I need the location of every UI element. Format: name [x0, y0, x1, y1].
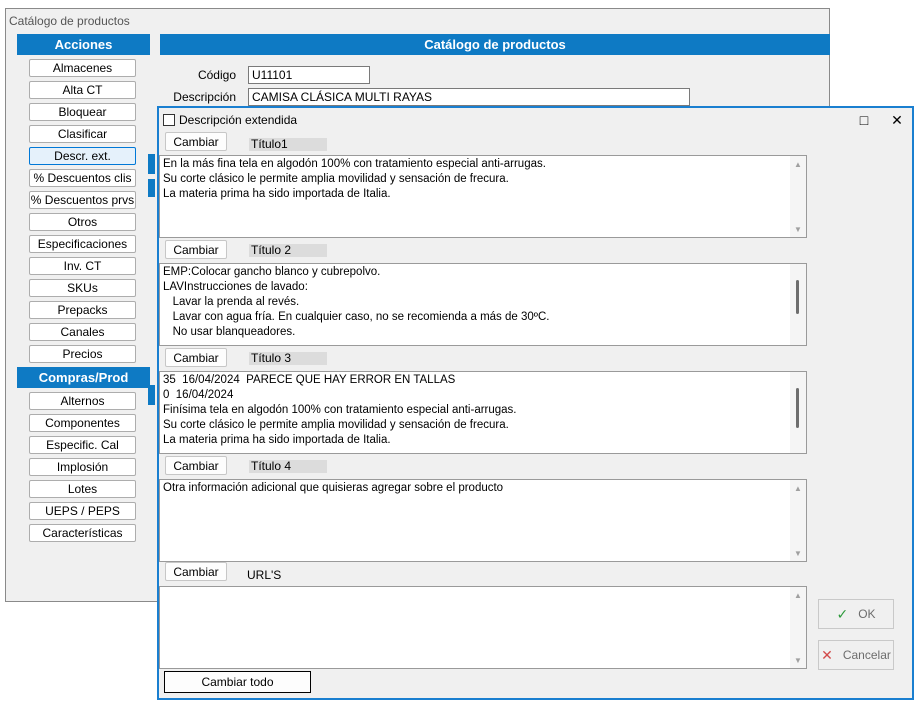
sidebar-button-otros[interactable]: Otros: [29, 213, 136, 231]
tab-marker: [148, 154, 155, 174]
dialog-title-row: [163, 113, 297, 127]
tab-marker: [148, 179, 155, 197]
text-line: No usar blanqueadores.: [163, 326, 296, 338]
checkmark-icon: ✓: [836, 605, 849, 622]
sidebar-button-ueps-peps[interactable]: UEPS / PEPS: [29, 502, 136, 520]
text-line: Otra información adicional que quisieras agregar sobre el producto: [163, 482, 504, 494]
scroll-thumb[interactable]: [796, 280, 799, 314]
text-line: 35 16/04/2024 PARECE QUE HAY ERROR EN TALLAS: [163, 374, 456, 386]
sidebar-button-descr-ext[interactable]: Descr. ext.: [29, 147, 136, 165]
maximize-icon[interactable]: □: [859, 112, 869, 128]
sidebar-button-implosión[interactable]: Implosión: [29, 458, 136, 476]
scroll-down-icon[interactable]: ▼: [794, 224, 802, 234]
text-line: En la más fina tela en algodón 100% con tratamiento especial anti-arrugas.: [163, 158, 546, 170]
sidebar-button-alternos[interactable]: Alternos: [29, 392, 136, 410]
main-header: Catálogo de productos: [160, 34, 830, 55]
vertical-scrollbar[interactable]: [790, 372, 806, 453]
acciones-header: Acciones: [17, 34, 150, 55]
descripcion-label: Descripción: [173, 90, 236, 104]
close-icon: ✕: [821, 646, 833, 663]
scroll-up-icon[interactable]: ▲: [794, 483, 802, 493]
section-title[interactable]: Título 3: [249, 352, 327, 365]
sidebar-button-descuentos-prvs[interactable]: % Descuentos prvs: [30, 193, 135, 207]
sidebar-button-clasificar[interactable]: Clasificar: [29, 125, 136, 143]
extended-description-checkbox[interactable]: [163, 114, 175, 126]
scroll-down-icon[interactable]: ▼: [794, 548, 802, 558]
section-textbox[interactable]: [159, 263, 807, 346]
scroll-down-icon[interactable]: ▼: [794, 655, 802, 665]
vertical-scrollbar[interactable]: [790, 587, 806, 668]
window-title: Catálogo de productos: [9, 14, 130, 28]
sidebar-button-componentes[interactable]: Componentes: [29, 414, 136, 432]
urls-textbox[interactable]: [159, 586, 807, 669]
tab-marker: [148, 385, 155, 405]
sidebar-button-almacenes[interactable]: Almacenes: [29, 59, 136, 77]
scroll-up-icon[interactable]: ▲: [794, 159, 802, 169]
cambiar-button[interactable]: Cambiar: [165, 132, 227, 151]
text-line: La materia prima ha sido importada de Italia.: [163, 188, 391, 200]
cancel-label: Cancelar: [842, 648, 891, 662]
text-line: Finísima tela en algodón 100% con tratamiento especial anti-arrugas.: [163, 404, 517, 416]
sidebar-button-descuentos-clis[interactable]: % Descuentos clis: [29, 169, 136, 187]
close-icon[interactable]: ✕: [891, 111, 903, 128]
descripcion-input[interactable]: CAMISA CLÁSICA MULTI RAYAS: [248, 88, 690, 106]
sidebar-button-canales[interactable]: Canales: [29, 323, 136, 341]
sidebar-button-alta-ct[interactable]: Alta CT: [29, 81, 136, 99]
ok-button[interactable]: [818, 599, 894, 629]
sidebar-button-precios[interactable]: Precios: [29, 345, 136, 363]
text-line: LAVInstrucciones de lavado:: [163, 281, 308, 293]
sidebar-button-características[interactable]: Características: [29, 524, 136, 542]
cambiar-button[interactable]: Cambiar: [165, 562, 227, 581]
text-line: La materia prima ha sido importada de Italia.: [163, 434, 391, 446]
urls-label: URL'S: [247, 568, 282, 582]
extended-description-dialog: [157, 106, 914, 700]
codigo-label: Código: [197, 68, 236, 82]
sidebar-button-bloquear[interactable]: Bloquear: [29, 103, 136, 121]
cancel-button[interactable]: [818, 640, 894, 670]
sidebar-button-inv-ct[interactable]: Inv. CT: [29, 257, 136, 275]
cambiar-button[interactable]: Cambiar: [165, 240, 227, 259]
compras-prod-header: Compras/Prod: [17, 367, 150, 388]
sidebar-button-skus[interactable]: SKUs: [29, 279, 136, 297]
cambiar-button[interactable]: Cambiar: [165, 456, 227, 475]
sidebar-button-prepacks[interactable]: Prepacks: [29, 301, 136, 319]
text-line: EMP:Colocar gancho blanco y cubrepolvo.: [163, 266, 381, 278]
text-line: Su corte clásico le permite amplia movilidad y sensación de frecura.: [163, 419, 509, 431]
cambiar-todo-button[interactable]: Cambiar todo: [164, 671, 311, 693]
codigo-input[interactable]: U11101: [248, 66, 370, 84]
sidebar-button-especific-cal[interactable]: Especific. Cal: [29, 436, 136, 454]
text-line: 0 16/04/2024: [163, 389, 234, 401]
section-title[interactable]: Título 2: [249, 244, 327, 257]
sidebar-button-especificaciones[interactable]: Especificaciones: [29, 235, 136, 253]
vertical-scrollbar[interactable]: [790, 156, 806, 237]
cambiar-button[interactable]: Cambiar: [165, 348, 227, 367]
text-line: Lavar la prenda al revés.: [163, 296, 300, 308]
section-title[interactable]: Título 4: [249, 460, 327, 473]
scroll-up-icon[interactable]: ▲: [794, 590, 802, 600]
section-title[interactable]: Título1: [249, 138, 327, 151]
dialog-title: Descripción extendida: [179, 113, 298, 127]
scroll-thumb[interactable]: [796, 388, 799, 428]
section-textbox[interactable]: [159, 371, 807, 454]
ok-label: OK: [858, 607, 876, 621]
section-textbox[interactable]: [159, 155, 807, 238]
vertical-scrollbar[interactable]: [790, 480, 806, 561]
text-line: Lavar con agua fría. En cualquier caso, no se recomienda a más de 30ºC.: [163, 311, 550, 323]
section-textbox[interactable]: [159, 479, 807, 562]
sidebar-button-lotes[interactable]: Lotes: [29, 480, 136, 498]
text-line: Su corte clásico le permite amplia movilidad y sensación de frecura.: [163, 173, 509, 185]
vertical-scrollbar[interactable]: [790, 264, 806, 345]
